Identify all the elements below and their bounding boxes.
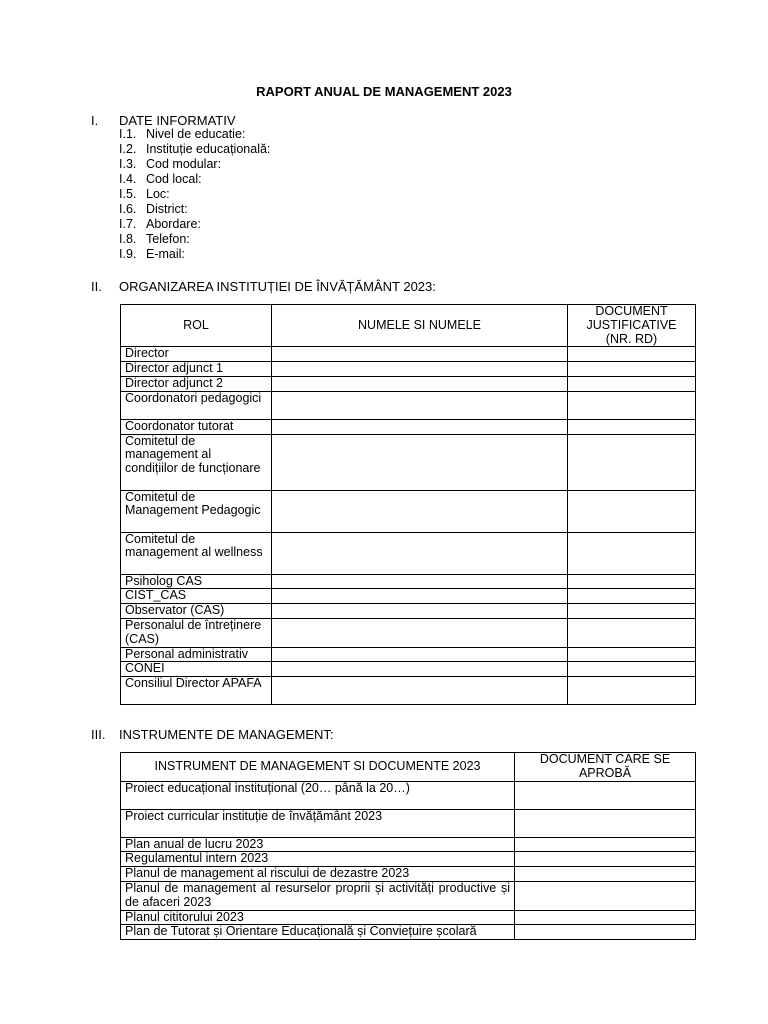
name-cell[interactable] xyxy=(272,574,568,589)
section-number: II. xyxy=(91,279,102,294)
list-item xyxy=(119,232,270,247)
instrument-cell: Plan anual de lucru 2023 xyxy=(121,837,515,852)
item-number: I.3. xyxy=(119,157,137,171)
list-item xyxy=(119,217,270,232)
document-cell[interactable] xyxy=(568,604,696,619)
name-cell[interactable] xyxy=(272,589,568,604)
role-cell: Director adjunct 2 xyxy=(121,376,272,391)
table-row xyxy=(121,852,696,867)
name-cell[interactable] xyxy=(272,604,568,619)
item-number: I.9. xyxy=(119,247,137,261)
role-cell: Coordonatori pedagogici xyxy=(121,391,272,419)
role-cell: Personal administrativ xyxy=(121,647,272,662)
role-cell: Personalul de întreținere (CAS) xyxy=(121,618,272,647)
document-cell[interactable] xyxy=(568,490,696,532)
role-cell: Director xyxy=(121,347,272,362)
list-item xyxy=(119,142,270,157)
instrument-cell: Plan de Tutorat și Orientare Educațională și Conviețuire școlară xyxy=(121,925,515,940)
name-cell[interactable] xyxy=(272,490,568,532)
approval-cell[interactable] xyxy=(515,867,696,882)
instrument-cell: Proiect educațional instituțional (20… până la 20…) xyxy=(121,781,515,809)
table-row xyxy=(121,677,696,705)
item-label: E-mail: xyxy=(146,247,185,261)
item-number: I.4. xyxy=(119,172,137,186)
role-cell: Coordonator tutorat xyxy=(121,419,272,434)
item-label: Loc: xyxy=(146,187,170,201)
role-cell: Psiholog CAS xyxy=(121,574,272,589)
section-title: INSTRUMENTE DE MANAGEMENT: xyxy=(119,727,334,742)
name-cell[interactable] xyxy=(272,376,568,391)
table-row xyxy=(121,362,696,377)
section-number: I. xyxy=(91,113,99,128)
name-cell[interactable] xyxy=(272,677,568,705)
role-cell: Consiliul Director APAFA xyxy=(121,677,272,705)
name-cell[interactable] xyxy=(272,362,568,377)
item-label: Cod local: xyxy=(146,172,202,186)
table-row xyxy=(121,391,696,419)
name-cell[interactable] xyxy=(272,618,568,647)
table-row xyxy=(121,434,696,490)
item-number: I.8. xyxy=(119,232,137,246)
item-label: Telefon: xyxy=(146,232,190,246)
section-title: DATE INFORMATIV xyxy=(119,113,236,128)
table-header-row xyxy=(121,305,696,347)
list-item xyxy=(119,157,270,172)
instrument-cell: Proiect curricular instituție de învățământ 2023 xyxy=(121,809,515,837)
approval-cell[interactable] xyxy=(515,925,696,940)
organization-table xyxy=(120,304,696,705)
list-item xyxy=(119,247,270,262)
item-label: District: xyxy=(146,202,188,216)
column-header-approval: DOCUMENT CARE SE APROBĂ xyxy=(515,753,696,782)
table-row xyxy=(121,837,696,852)
name-cell[interactable] xyxy=(272,347,568,362)
approval-cell[interactable] xyxy=(515,852,696,867)
instrument-cell: Planul cititorului 2023 xyxy=(121,910,515,925)
section-title: ORGANIZAREA INSTITUȚIEI DE ÎNVĂȚĂMÂNT 2023: xyxy=(119,279,436,294)
column-header-document: DOCUMENT JUSTIFICATIVE (NR. RD) xyxy=(568,305,696,347)
table-row xyxy=(121,867,696,882)
section-2-heading xyxy=(91,279,436,294)
item-label: Abordare: xyxy=(146,217,201,231)
instrument-cell: Planul de management al riscului de dezastre 2023 xyxy=(121,867,515,882)
instrument-cell: Planul de management al resurselor proprii și activități productive și de afaceri 2023 xyxy=(121,881,515,910)
document-cell[interactable] xyxy=(568,376,696,391)
name-cell[interactable] xyxy=(272,532,568,574)
list-item xyxy=(119,187,270,202)
approval-cell[interactable] xyxy=(515,809,696,837)
approval-cell[interactable] xyxy=(515,781,696,809)
item-label: Nivel de educatie: xyxy=(146,127,246,141)
document-cell[interactable] xyxy=(568,362,696,377)
list-item xyxy=(119,127,270,142)
table-row xyxy=(121,781,696,809)
item-number: I.6. xyxy=(119,202,137,216)
role-cell: Director adjunct 1 xyxy=(121,362,272,377)
info-list xyxy=(119,127,270,262)
section-number: III. xyxy=(91,727,106,742)
document-cell[interactable] xyxy=(568,532,696,574)
item-label: Instituție educațională: xyxy=(146,142,271,156)
document-cell[interactable] xyxy=(568,434,696,490)
document-cell[interactable] xyxy=(568,391,696,419)
role-cell: Comitetul de Management Pedagogic xyxy=(121,490,272,532)
table-row xyxy=(121,589,696,604)
document-cell[interactable] xyxy=(568,662,696,677)
name-cell[interactable] xyxy=(272,391,568,419)
list-item xyxy=(119,172,270,187)
role-cell: Comitetul de management al wellness xyxy=(121,532,272,574)
approval-cell[interactable] xyxy=(515,881,696,910)
role-cell: Comitetul de management al condițiilor de funcționare xyxy=(121,434,272,490)
name-cell[interactable] xyxy=(272,434,568,490)
table-header-row xyxy=(121,753,696,782)
column-header-instrument: INSTRUMENT DE MANAGEMENT SI DOCUMENTE 2023 xyxy=(121,753,515,782)
document-cell[interactable] xyxy=(568,419,696,434)
table-row xyxy=(121,419,696,434)
role-cell: Observator (CAS) xyxy=(121,604,272,619)
document-cell[interactable] xyxy=(568,347,696,362)
list-item xyxy=(119,202,270,217)
name-cell[interactable] xyxy=(272,662,568,677)
table-row xyxy=(121,910,696,925)
table-row xyxy=(121,604,696,619)
item-number: I.2. xyxy=(119,142,137,156)
item-number: I.7. xyxy=(119,217,137,231)
column-header-name: NUMELE SI NUMELE xyxy=(272,305,568,347)
table-row xyxy=(121,662,696,677)
role-cell: CIST_CAS xyxy=(121,589,272,604)
table-row xyxy=(121,347,696,362)
section-1-heading xyxy=(91,113,236,128)
document-cell[interactable] xyxy=(568,574,696,589)
table-row xyxy=(121,647,696,662)
table-row xyxy=(121,532,696,574)
report-title: RAPORT ANUAL DE MANAGEMENT 2023 xyxy=(256,84,512,99)
document-cell[interactable] xyxy=(568,618,696,647)
item-label: Cod modular: xyxy=(146,157,222,171)
document-cell[interactable] xyxy=(568,677,696,705)
approval-cell[interactable] xyxy=(515,910,696,925)
item-number: I.1. xyxy=(119,127,137,141)
table-row xyxy=(121,809,696,837)
document-cell[interactable] xyxy=(568,589,696,604)
table-row xyxy=(121,376,696,391)
name-cell[interactable] xyxy=(272,647,568,662)
table-row xyxy=(121,925,696,940)
document-cell[interactable] xyxy=(568,647,696,662)
management-instruments-table xyxy=(120,752,696,940)
approval-cell[interactable] xyxy=(515,837,696,852)
table-row xyxy=(121,574,696,589)
table-row xyxy=(121,618,696,647)
table-row xyxy=(121,881,696,910)
column-header-role: ROL xyxy=(121,305,272,347)
name-cell[interactable] xyxy=(272,419,568,434)
table-row xyxy=(121,490,696,532)
item-number: I.5. xyxy=(119,187,137,201)
section-3-heading xyxy=(91,727,334,742)
role-cell: CONEI xyxy=(121,662,272,677)
instrument-cell: Regulamentul intern 2023 xyxy=(121,852,515,867)
